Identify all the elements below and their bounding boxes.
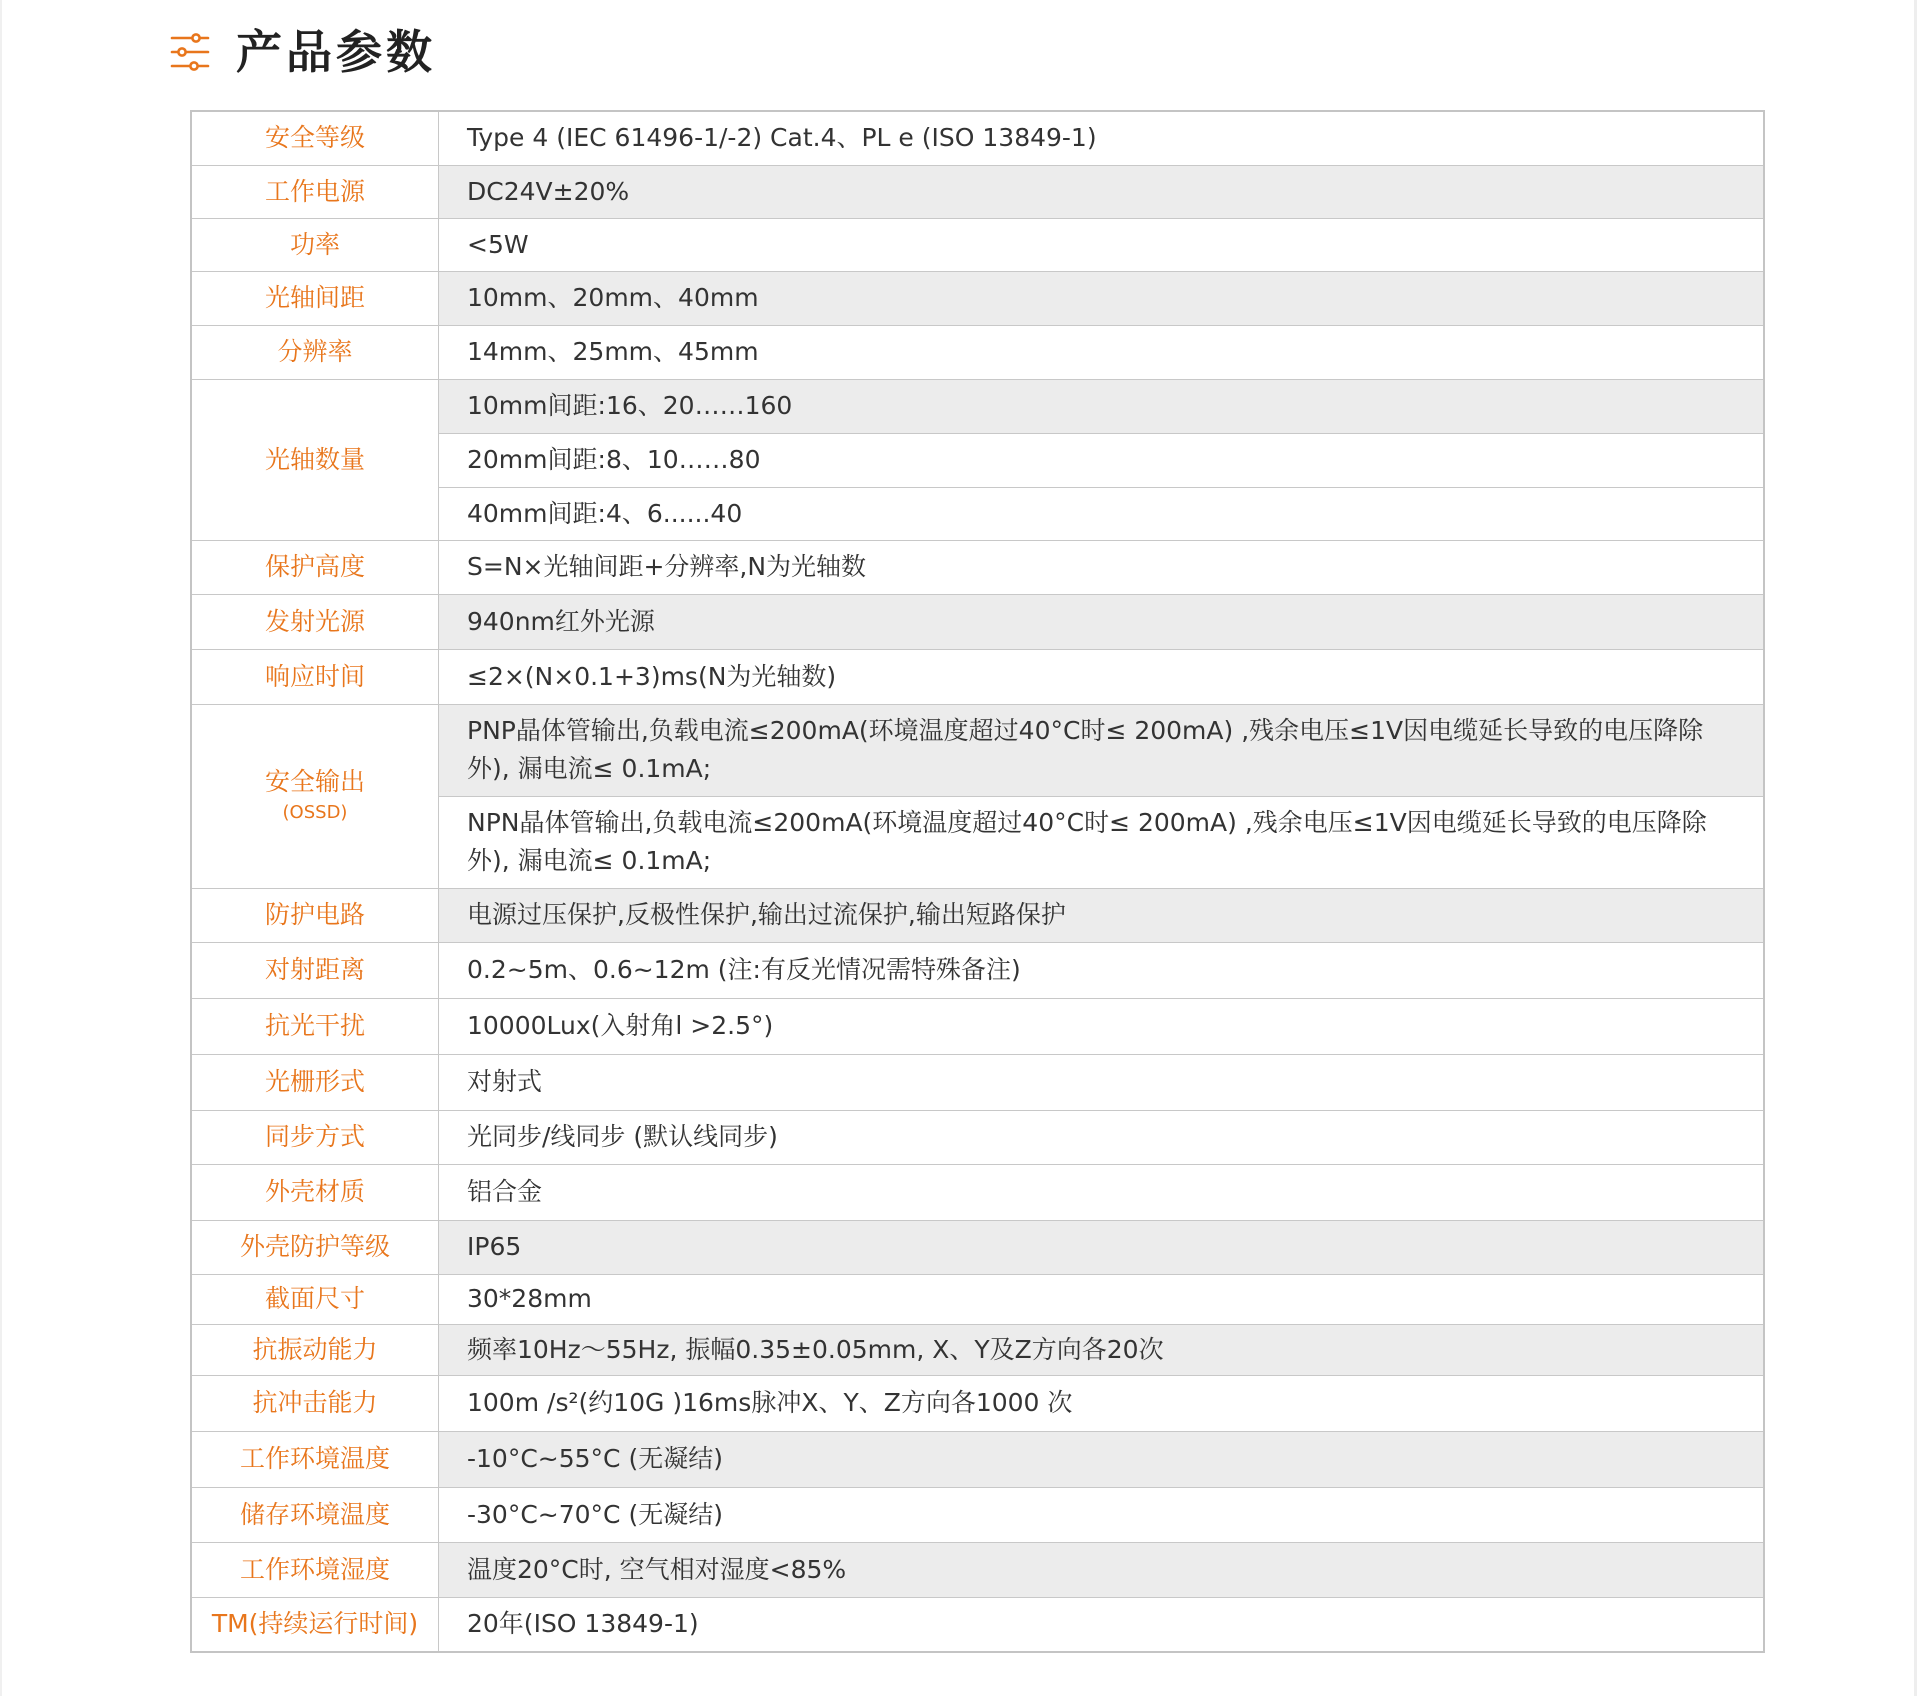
row-label: 同步方式 [191,1110,439,1164]
row-sublabel: (OSSD) [282,802,348,823]
table-row [191,1054,1764,1110]
row-value: 940nm红外光源 [439,594,1765,649]
table-row [191,1375,1764,1431]
row-label-text: 安全输出 [264,767,365,796]
row-label: 发射光源 [191,594,439,649]
row-value: 铝合金 [439,1164,1765,1220]
row-value: 对射式 [439,1054,1765,1110]
row-value: 温度20°C时, 空气相对湿度<85% [439,1542,1765,1597]
row-value: 10000Lux(入射角l >2.5°) [439,998,1765,1054]
row-label: 工作环境湿度 [191,1542,439,1597]
table-row [191,1597,1764,1652]
table-row [191,649,1764,704]
row-label: 功率 [191,218,439,271]
row-value: 0.2~5m、0.6~12m (注:有反光情况需特殊备注) [439,942,1765,998]
table-row [191,165,1764,218]
row-value: 14mm、25mm、45mm [439,325,1765,379]
row-value: 光同步/线同步 (默认线同步) [439,1110,1765,1164]
table-row [191,1110,1764,1164]
row-value: PNP晶体管输出,负载电流≤200mA(环境温度超过40°C时≤ 200mA) ,残余电压≤1V因电缆延长导致的电压降除外), 漏电流≤ 0.1mA; [439,704,1765,796]
table-row [191,888,1764,942]
spec-table [190,110,1765,1653]
row-label: 安全等级 [191,111,439,165]
row-label: 对射距离 [191,942,439,998]
table-row [191,1164,1764,1220]
table-row [191,998,1764,1054]
row-value: 频率10Hz～55Hz, 振幅0.35±0.05mm, X、Y及Z方向各20次 [439,1324,1765,1375]
row-label: 抗振动能力 [191,1324,439,1375]
sliders-icon [168,30,212,74]
row-value: 10mm间距:16、20……160 [439,379,1765,433]
table-row [191,1220,1764,1274]
row-value: 20年(ISO 13849-1) [439,1597,1765,1652]
table-row [191,540,1764,594]
row-label [191,704,439,888]
row-label: 保护高度 [191,540,439,594]
table-row [191,1324,1764,1375]
row-label: 工作环境温度 [191,1431,439,1487]
row-label: 响应时间 [191,649,439,704]
row-value: -30°C~70°C (无凝结) [439,1487,1765,1542]
table-row [191,111,1764,165]
row-value: DC24V±20% [439,165,1765,218]
row-label: 光栅形式 [191,1054,439,1110]
row-label: 光轴间距 [191,271,439,325]
row-value: -10°C~55°C (无凝结) [439,1431,1765,1487]
row-label: 储存环境温度 [191,1487,439,1542]
row-label: 工作电源 [191,165,439,218]
row-value: Type 4 (IEC 61496-1/-2) Cat.4、PL e (ISO 13849-1) [439,111,1765,165]
section-header [168,22,436,82]
row-value: 30*28mm [439,1274,1765,1324]
row-value: 10mm、20mm、40mm [439,271,1765,325]
row-value: IP65 [439,1220,1765,1274]
table-row [191,379,1764,433]
row-value: 40mm间距:4、6......40 [439,487,1765,540]
row-label: 分辨率 [191,325,439,379]
row-label: 外壳材质 [191,1164,439,1220]
table-row [191,704,1764,796]
table-row [191,1487,1764,1542]
table-row [191,1274,1764,1324]
row-value: ≤2×(N×0.1+3)ms(N为光轴数) [439,649,1765,704]
table-row [191,1431,1764,1487]
row-value: 电源过压保护,反极性保护,输出过流保护,输出短路保护 [439,888,1765,942]
row-label: TM(持续运行时间) [191,1597,439,1652]
row-label: 光轴数量 [191,379,439,540]
table-row [191,942,1764,998]
row-label: 抗光干扰 [191,998,439,1054]
table-row [191,271,1764,325]
row-value: <5W [439,218,1765,271]
row-value: NPN晶体管输出,负载电流≤200mA(环境温度超过40°C时≤ 200mA) ,残余电压≤1V因电缆延长导致的电压降除外), 漏电流≤ 0.1mA; [439,796,1765,888]
row-label: 截面尺寸 [191,1274,439,1324]
row-label: 抗冲击能力 [191,1375,439,1431]
page-title: 产品参数 [236,25,436,79]
table-row [191,218,1764,271]
row-label: 防护电路 [191,888,439,942]
row-value: S=N×光轴间距+分辨率,N为光轴数 [439,540,1765,594]
table-row [191,325,1764,379]
table-row [191,1542,1764,1597]
row-value: 100m /s²(约10G )16ms脉冲X、Y、Z方向各1000 次 [439,1375,1765,1431]
row-value: 20mm间距:8、10……80 [439,433,1765,487]
table-row [191,594,1764,649]
row-label: 外壳防护等级 [191,1220,439,1274]
